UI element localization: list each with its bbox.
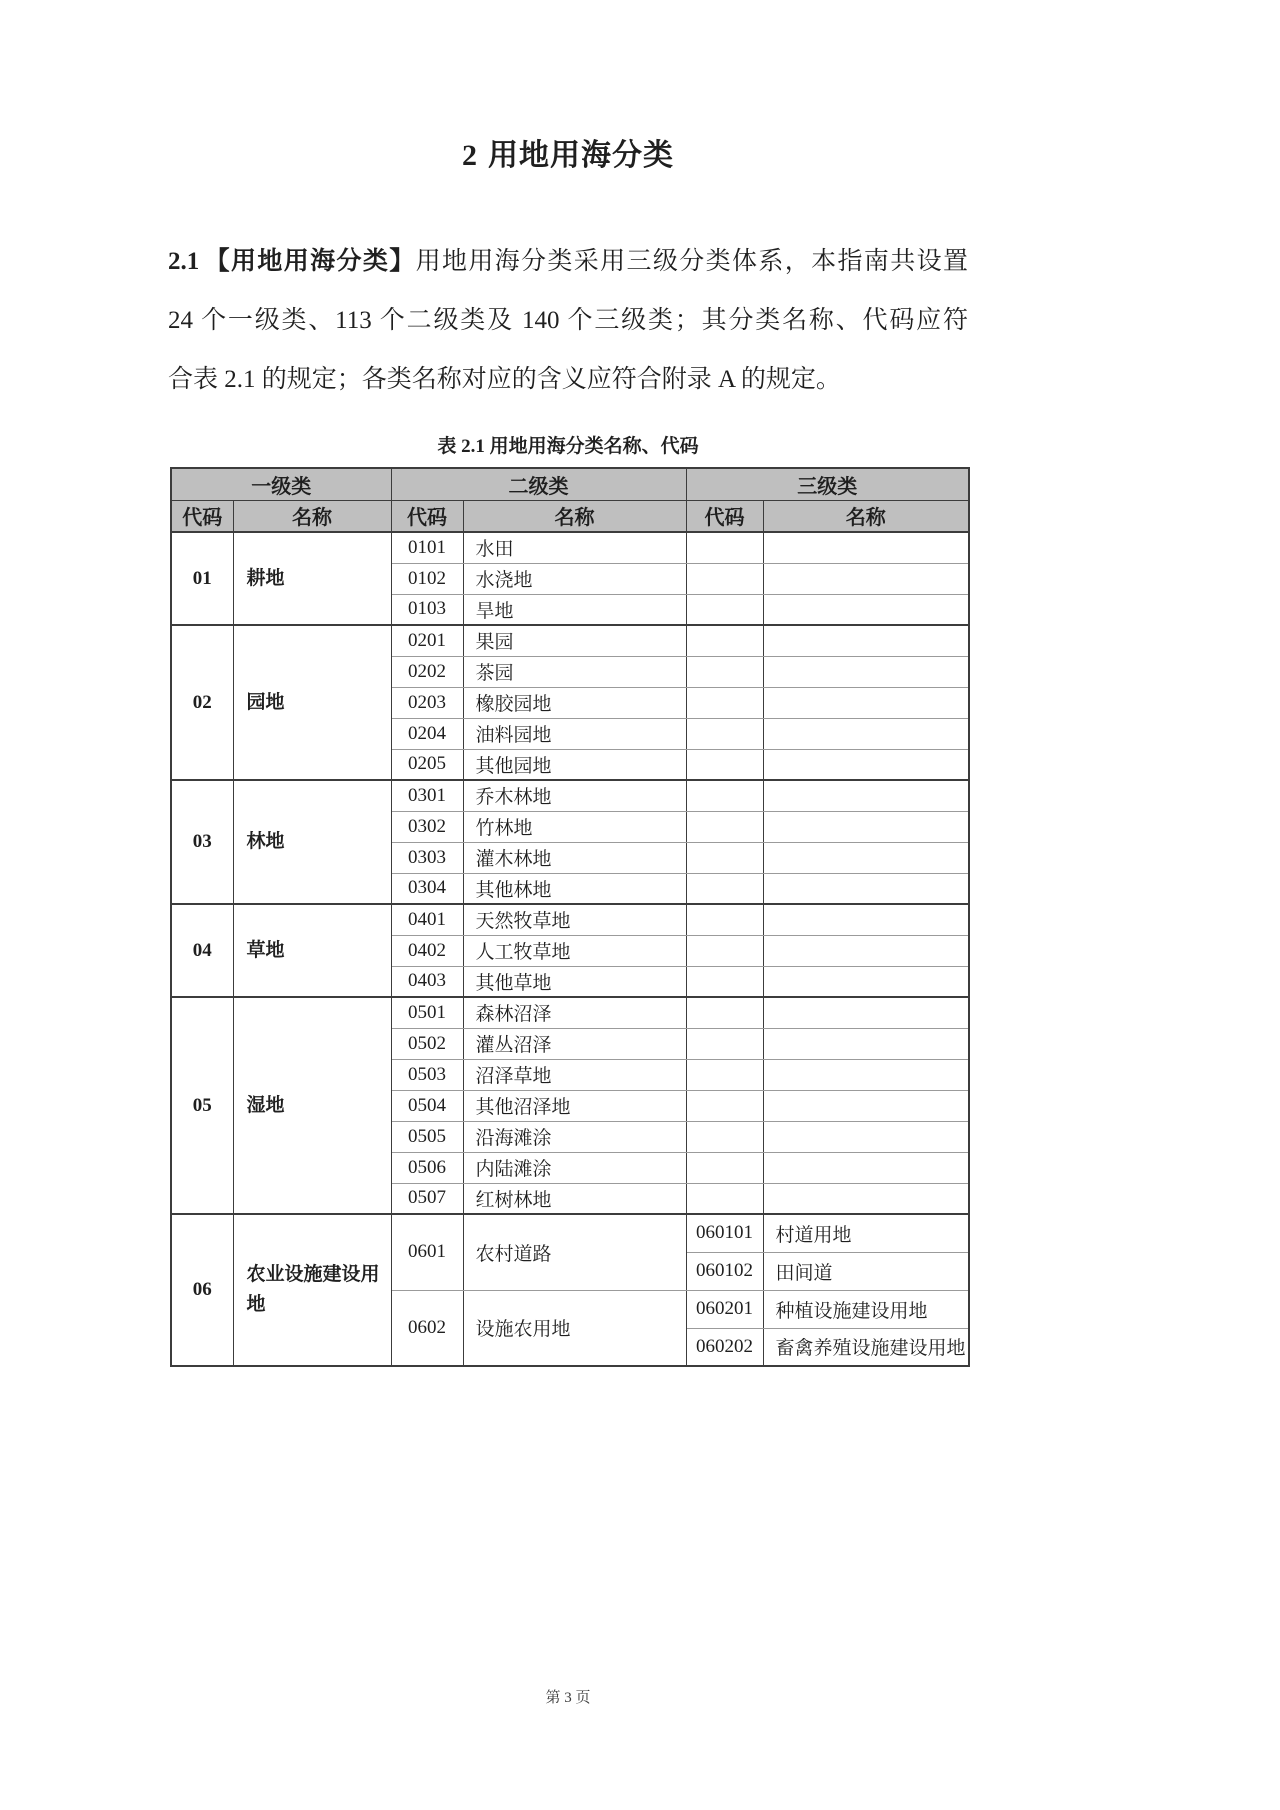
level2-name-cell: 天然牧草地 xyxy=(463,904,686,935)
level3-name-cell: 田间道 xyxy=(763,1252,969,1290)
level2-name-cell: 其他林地 xyxy=(463,873,686,904)
level3-name-cell xyxy=(763,966,969,997)
header-l2-name: 名称 xyxy=(463,500,686,532)
table-row xyxy=(171,780,969,811)
level3-name-cell xyxy=(763,594,969,625)
level2-name-cell: 森林沼泽 xyxy=(463,997,686,1028)
table-row xyxy=(171,532,969,563)
header-l3-code: 代码 xyxy=(686,500,763,532)
level2-code-cell: 0504 xyxy=(391,1090,463,1121)
level3-name-cell xyxy=(763,656,969,687)
level1-name-cell: 湿地 xyxy=(233,997,391,1214)
level2-name-cell: 果园 xyxy=(463,625,686,656)
level1-code-cell: 06 xyxy=(171,1214,233,1366)
level2-code-cell: 0505 xyxy=(391,1121,463,1152)
header-level1: 一级类 xyxy=(171,468,391,500)
paragraph-line-3: 合表 2.1 的规定；各类名称对应的含义应符合附录 A 的规定。 xyxy=(168,366,841,393)
level3-name-cell xyxy=(763,625,969,656)
level2-name-cell: 油料园地 xyxy=(463,718,686,749)
level3-code-cell xyxy=(686,1090,763,1121)
clause-text: 用地用海分类采用三级分类体系，本指南共设置 xyxy=(415,248,968,275)
level2-code-cell: 0103 xyxy=(391,594,463,625)
clause-number: 2.1 xyxy=(168,248,200,275)
level1-code-cell: 05 xyxy=(171,997,233,1214)
level3-code-cell xyxy=(686,904,763,935)
level3-name-cell xyxy=(763,532,969,563)
level2-code-cell: 0201 xyxy=(391,625,463,656)
level2-name-cell: 沼泽草地 xyxy=(463,1059,686,1090)
level2-code-cell: 0204 xyxy=(391,718,463,749)
table-body xyxy=(171,532,969,1366)
level3-name-cell xyxy=(763,842,969,873)
clause-label: 【用地用海分类】 xyxy=(203,247,416,275)
level2-code-cell: 0507 xyxy=(391,1183,463,1214)
level3-name-cell xyxy=(763,811,969,842)
level2-name-cell: 沿海滩涂 xyxy=(463,1121,686,1152)
level2-code-cell: 0402 xyxy=(391,935,463,966)
level3-name-cell xyxy=(763,1183,969,1214)
level3-name-cell xyxy=(763,904,969,935)
level2-code-cell: 0303 xyxy=(391,842,463,873)
table-header-sub-row xyxy=(171,500,969,532)
level3-code-cell: 060202 xyxy=(686,1328,763,1366)
level3-name-cell xyxy=(763,1090,969,1121)
level2-name-cell: 茶园 xyxy=(463,656,686,687)
level3-code-cell xyxy=(686,1028,763,1059)
level2-name-cell: 红树林地 xyxy=(463,1183,686,1214)
page-footer: 第 3 页 xyxy=(545,1690,591,1706)
level3-code-cell: 060102 xyxy=(686,1252,763,1290)
level2-name-cell: 其他园地 xyxy=(463,749,686,780)
intro-paragraph xyxy=(168,232,968,409)
header-l2-code: 代码 xyxy=(391,500,463,532)
level2-code-cell: 0301 xyxy=(391,780,463,811)
level3-code-cell xyxy=(686,656,763,687)
classification-table xyxy=(170,467,970,1367)
level2-code-cell: 0503 xyxy=(391,1059,463,1090)
header-l1-code: 代码 xyxy=(171,500,233,532)
level3-code-cell xyxy=(686,594,763,625)
level2-name-cell: 其他草地 xyxy=(463,966,686,997)
level2-name-cell: 橡胶园地 xyxy=(463,687,686,718)
level3-name-cell xyxy=(763,1028,969,1059)
table-caption-number: 表 2.1 xyxy=(437,436,490,457)
level3-code-cell xyxy=(686,935,763,966)
table-row xyxy=(171,1214,969,1252)
level3-name-cell: 村道用地 xyxy=(763,1214,969,1252)
level2-name-cell: 农村道路 xyxy=(463,1214,686,1290)
level3-code-cell xyxy=(686,532,763,563)
level2-code-cell: 0601 xyxy=(391,1214,463,1290)
level2-code-cell: 0403 xyxy=(391,966,463,997)
level3-name-cell xyxy=(763,1059,969,1090)
level2-code-cell: 0602 xyxy=(391,1290,463,1366)
level2-name-cell: 乔木林地 xyxy=(463,780,686,811)
level2-code-cell: 0501 xyxy=(391,997,463,1028)
level3-code-cell xyxy=(686,811,763,842)
level1-name-cell: 林地 xyxy=(233,780,391,904)
level1-code-cell: 02 xyxy=(171,625,233,780)
page-title-number: 2 xyxy=(462,139,478,172)
level2-name-cell: 水浇地 xyxy=(463,563,686,594)
level2-code-cell: 0401 xyxy=(391,904,463,935)
level1-name-cell: 农业设施建设用地 xyxy=(233,1214,391,1366)
level3-code-cell: 060201 xyxy=(686,1290,763,1328)
page-title-text: 用地用海分类 xyxy=(488,139,674,172)
table-row xyxy=(171,904,969,935)
table-row xyxy=(171,625,969,656)
level2-code-cell: 0502 xyxy=(391,1028,463,1059)
level2-code-cell: 0205 xyxy=(391,749,463,780)
level3-code-cell xyxy=(686,997,763,1028)
level3-code-cell xyxy=(686,1152,763,1183)
level3-code-cell xyxy=(686,687,763,718)
table-row xyxy=(171,997,969,1028)
level2-name-cell: 水田 xyxy=(463,532,686,563)
level2-name-cell: 内陆滩涂 xyxy=(463,1152,686,1183)
level2-code-cell: 0203 xyxy=(391,687,463,718)
level3-code-cell xyxy=(686,1183,763,1214)
page-content xyxy=(168,0,968,1367)
level1-name-cell: 园地 xyxy=(233,625,391,780)
level3-name-cell xyxy=(763,718,969,749)
paragraph-line-1 xyxy=(168,232,968,291)
header-level3: 三级类 xyxy=(686,468,969,500)
level1-name-cell: 草地 xyxy=(233,904,391,997)
level3-code-cell xyxy=(686,1121,763,1152)
level2-code-cell: 0102 xyxy=(391,563,463,594)
paragraph-line-2: 24 个一级类、113 个二级类及 140 个三级类；其分类名称、代码应符 xyxy=(168,307,968,334)
table-caption xyxy=(168,431,968,458)
level3-code-cell xyxy=(686,966,763,997)
level3-code-cell xyxy=(686,625,763,656)
level3-code-cell xyxy=(686,1059,763,1090)
level3-name-cell xyxy=(763,1121,969,1152)
level2-name-cell: 灌丛沼泽 xyxy=(463,1028,686,1059)
level3-code-cell xyxy=(686,873,763,904)
level1-code-cell: 01 xyxy=(171,532,233,625)
level3-name-cell xyxy=(763,749,969,780)
level2-name-cell: 竹林地 xyxy=(463,811,686,842)
table-header-group-row xyxy=(171,468,969,500)
level3-name-cell: 种植设施建设用地 xyxy=(763,1290,969,1328)
level3-name-cell xyxy=(763,997,969,1028)
level2-code-cell: 0302 xyxy=(391,811,463,842)
level2-name-cell: 设施农用地 xyxy=(463,1290,686,1366)
level3-name-cell xyxy=(763,935,969,966)
header-l3-name: 名称 xyxy=(763,500,969,532)
level2-code-cell: 0304 xyxy=(391,873,463,904)
level3-code-cell xyxy=(686,842,763,873)
level3-code-cell xyxy=(686,563,763,594)
level2-code-cell: 0202 xyxy=(391,656,463,687)
level1-name-cell: 耕地 xyxy=(233,532,391,625)
level3-code-cell xyxy=(686,780,763,811)
level2-name-cell: 其他沼泽地 xyxy=(463,1090,686,1121)
level2-code-cell: 0101 xyxy=(391,532,463,563)
level3-name-cell: 畜禽养殖设施建设用地 xyxy=(763,1328,969,1366)
level3-code-cell xyxy=(686,749,763,780)
table-caption-text: 用地用海分类名称、代码 xyxy=(489,436,699,457)
level2-name-cell: 灌木林地 xyxy=(463,842,686,873)
level3-name-cell xyxy=(763,687,969,718)
page-title xyxy=(168,136,968,176)
level3-name-cell xyxy=(763,780,969,811)
level1-code-cell: 04 xyxy=(171,904,233,997)
level3-code-cell: 060101 xyxy=(686,1214,763,1252)
level3-name-cell xyxy=(763,1152,969,1183)
header-l1-name: 名称 xyxy=(233,500,391,532)
level2-code-cell: 0506 xyxy=(391,1152,463,1183)
level2-name-cell: 旱地 xyxy=(463,594,686,625)
level3-name-cell xyxy=(763,563,969,594)
level2-name-cell: 人工牧草地 xyxy=(463,935,686,966)
level3-name-cell xyxy=(763,873,969,904)
level3-code-cell xyxy=(686,718,763,749)
header-level2: 二级类 xyxy=(391,468,686,500)
level1-code-cell: 03 xyxy=(171,780,233,904)
